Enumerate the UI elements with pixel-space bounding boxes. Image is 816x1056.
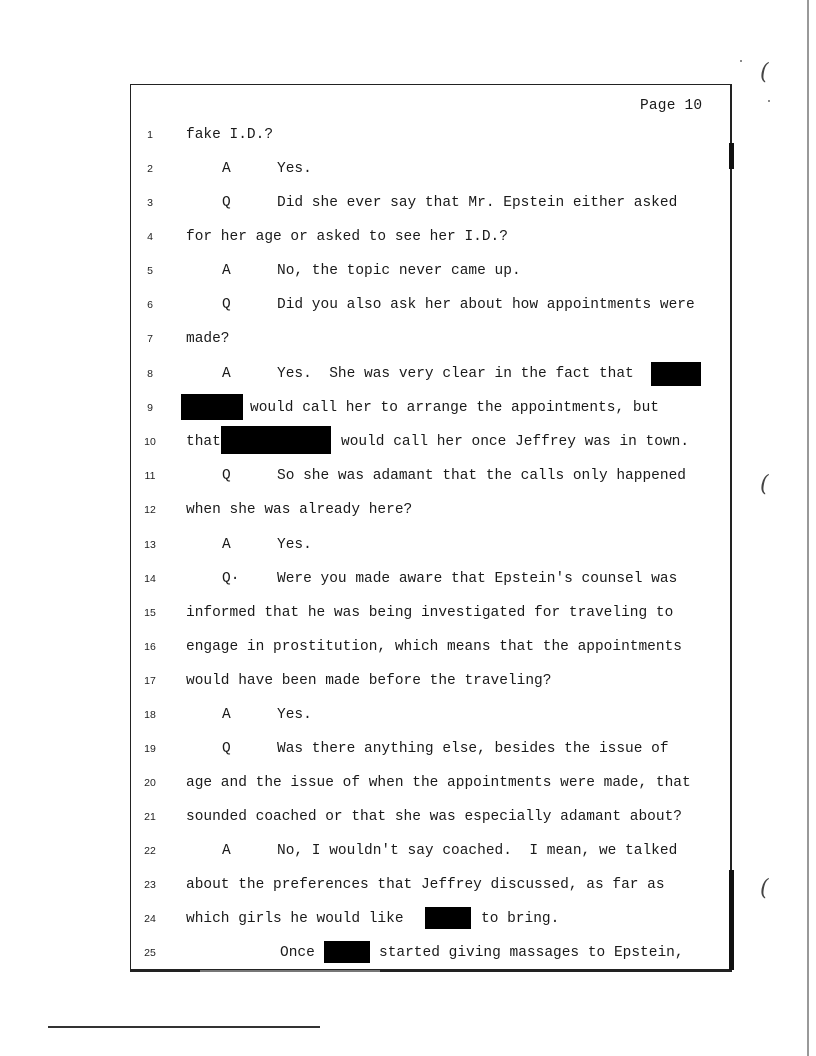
margin-paren-mark: ( (760, 60, 769, 85)
line-number: 6 (147, 299, 153, 311)
line-number: 5 (147, 265, 153, 277)
transcript-line (0, 809, 816, 829)
line-text: So she was adamant that the calls only happened (277, 468, 686, 484)
transcript-line (0, 331, 816, 351)
line-number: 18 (144, 709, 156, 721)
transcript-line (0, 263, 816, 283)
transcript-page-frame (130, 84, 732, 972)
redaction-bar (181, 394, 243, 420)
line-number: 1 (147, 129, 153, 141)
scan-speck (740, 60, 742, 62)
line-number: 19 (144, 743, 156, 755)
transcript-line (0, 877, 816, 897)
line-number: 22 (144, 845, 156, 857)
scan-edge (807, 0, 809, 1056)
page-number-header: Page 10 (640, 98, 703, 114)
line-number: 17 (144, 675, 156, 687)
transcript-line (0, 297, 816, 317)
line-text: when she was already here? (186, 502, 413, 518)
redaction-bar (221, 426, 331, 454)
line-number: 9 (147, 402, 153, 414)
transcript-line (0, 229, 816, 249)
transcript-line (0, 911, 816, 931)
redaction-bar (425, 907, 471, 929)
speaker-label: Q (222, 741, 231, 757)
line-text: about the preferences that Jeffrey discussed, as far as (186, 877, 665, 893)
line-text-continued: would call her once Jeffrey was in town. (341, 434, 690, 450)
line-number: 7 (147, 333, 153, 345)
speaker-label: Q (222, 468, 231, 484)
line-number: 2 (147, 163, 153, 175)
line-text-continued: started giving massages to Epstein, (379, 945, 684, 961)
transcript-line (0, 400, 816, 420)
transcript-line (0, 571, 816, 591)
line-text: would call her to arrange the appointments, but (250, 400, 659, 416)
line-text: that (186, 434, 221, 450)
line-text: No, the topic never came up. (277, 263, 521, 279)
transcript-line (0, 707, 816, 727)
line-number: 20 (144, 777, 156, 789)
transcript-line (0, 673, 816, 693)
line-text: Did she ever say that Mr. Epstein either asked (277, 195, 678, 211)
line-number: 10 (144, 436, 156, 448)
line-text: Once (280, 945, 315, 961)
line-text: would have been made before the traveling? (186, 673, 552, 689)
speaker-label: Q· (222, 571, 240, 587)
line-text: fake I.D.? (186, 127, 274, 143)
line-number: 4 (147, 231, 153, 243)
transcript-line (0, 639, 816, 659)
margin-paren-mark: ( (760, 472, 769, 497)
transcript-line (0, 741, 816, 761)
line-text: No, I wouldn't say coached. I mean, we talked (277, 843, 678, 859)
speaker-label: A (222, 537, 231, 553)
line-number: 21 (144, 811, 156, 823)
line-text: Yes. (277, 161, 312, 177)
line-number: 3 (147, 197, 153, 209)
line-text: sounded coached or that she was especially adamant about? (186, 809, 682, 825)
margin-paren-mark: ( (760, 876, 769, 901)
line-text: made? (186, 331, 230, 347)
line-text: age and the issue of when the appointments were made, that (186, 775, 691, 791)
line-number: 15 (144, 607, 156, 619)
transcript-line (0, 468, 816, 488)
transcript-line (0, 161, 816, 181)
line-number: 12 (144, 504, 156, 516)
transcript-line (0, 775, 816, 795)
transcript-line (0, 537, 816, 557)
line-number: 16 (144, 641, 156, 653)
speaker-label: A (222, 263, 231, 279)
line-text: Yes. She was very clear in the fact that (277, 366, 634, 382)
speaker-label: Q (222, 195, 231, 211)
speaker-label: A (222, 843, 231, 859)
transcript-line (0, 434, 816, 454)
speaker-label: A (222, 707, 231, 723)
transcript-line (0, 843, 816, 863)
line-text: Yes. (277, 707, 312, 723)
line-text: Did you also ask her about how appointments were (277, 297, 695, 313)
scan-rule (200, 970, 380, 972)
line-text: Were you made aware that Epstein's counsel was (277, 571, 678, 587)
scan-speck (768, 100, 770, 102)
redaction-bar (324, 941, 370, 963)
line-text: for her age or asked to see her I.D.? (186, 229, 508, 245)
transcript-line (0, 195, 816, 215)
line-text: Was there anything else, besides the issue of (277, 741, 669, 757)
transcript-line (0, 945, 816, 965)
line-number: 14 (144, 573, 156, 585)
line-text: Yes. (277, 537, 312, 553)
transcript-line (0, 366, 816, 386)
line-number: 23 (144, 879, 156, 891)
speaker-label: Q (222, 297, 231, 313)
line-number: 11 (144, 470, 156, 482)
line-number: 13 (144, 539, 156, 551)
line-number: 25 (144, 947, 156, 959)
redaction-bar (651, 362, 701, 386)
transcript-line (0, 605, 816, 625)
line-text: informed that he was being investigated for traveling to (186, 605, 674, 621)
transcript-line (0, 127, 816, 147)
line-text: engage in prostitution, which means that the appointments (186, 639, 682, 655)
speaker-label: A (222, 366, 231, 382)
line-number: 8 (147, 368, 153, 380)
transcript-line (0, 502, 816, 522)
speaker-label: A (222, 161, 231, 177)
line-text-continued: to bring. (481, 911, 560, 927)
line-text: which girls he would like (186, 911, 404, 927)
scan-rule (48, 1026, 320, 1028)
line-number: 24 (144, 913, 156, 925)
